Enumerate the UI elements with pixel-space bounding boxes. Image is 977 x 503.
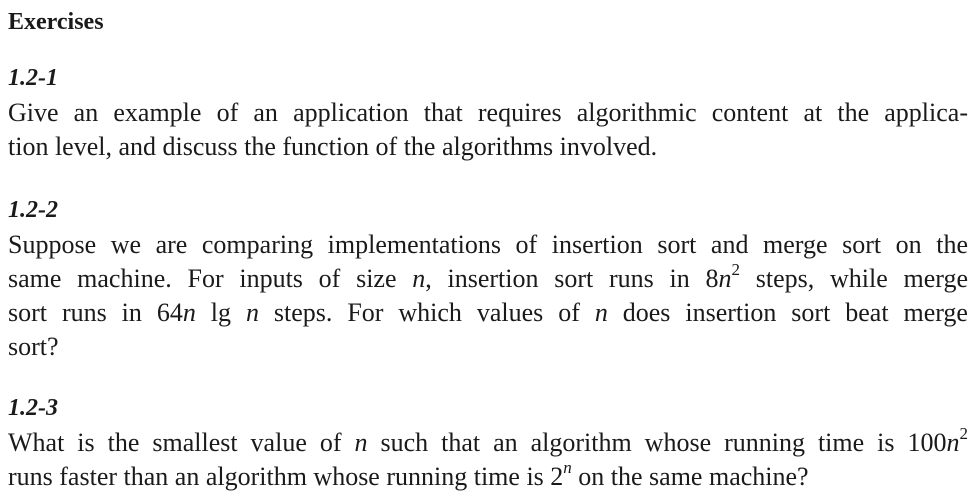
math-variable: n <box>182 298 196 327</box>
math-variable: n <box>245 298 259 327</box>
text-run: , insertion sort runs in 8 <box>425 264 719 293</box>
text-run: such that an algorithm whose running time is 100 <box>367 428 947 457</box>
math-variable: n <box>946 428 960 457</box>
math-exponent: n <box>563 458 572 478</box>
exercise-text-line <box>8 460 968 494</box>
exercise-text-line: Give an example of an application that requires algorithmic content at the applica- <box>8 98 968 127</box>
exercise-text-line: sort? <box>8 332 59 361</box>
section-heading: Exercises <box>8 9 104 35</box>
exercise-number: 1.2-2 <box>8 197 58 223</box>
exercise-text <box>8 426 968 494</box>
text-run: steps, while merge <box>739 264 968 293</box>
text-run: does insertion sort beat merge <box>607 298 968 327</box>
math-exponent: 2 <box>731 260 740 280</box>
math-operator: lg <box>195 298 246 327</box>
exercise-number: 1.2-3 <box>8 395 58 421</box>
exercise-number: 1.2-1 <box>8 65 58 91</box>
exercise-text-line: Suppose we are comparing implementations of insertion sort and merge sort on the <box>8 230 968 259</box>
exercise-text <box>8 96 968 164</box>
math-variable: n <box>412 264 426 293</box>
exercise-text-line <box>8 426 968 460</box>
exercise-text-line: tion level, and discuss the function of the algorithms involved. <box>8 132 658 161</box>
exercise-text-line <box>8 262 968 296</box>
text-run: on the same machine? <box>571 462 809 491</box>
text-run: steps. For which values of <box>258 298 595 327</box>
text-run: sort runs in 64 <box>8 298 183 327</box>
math-variable: n <box>718 264 732 293</box>
text-run: runs faster than an algorithm whose running time is 2 <box>8 462 564 491</box>
exercise-text <box>8 228 968 364</box>
text-run: What is the smallest value of <box>8 428 355 457</box>
math-variable: n <box>354 428 368 457</box>
math-variable: n <box>594 298 608 327</box>
exercise-text-line <box>8 296 968 330</box>
math-exponent: 2 <box>959 424 968 444</box>
text-run: same machine. For inputs of size <box>8 264 413 293</box>
